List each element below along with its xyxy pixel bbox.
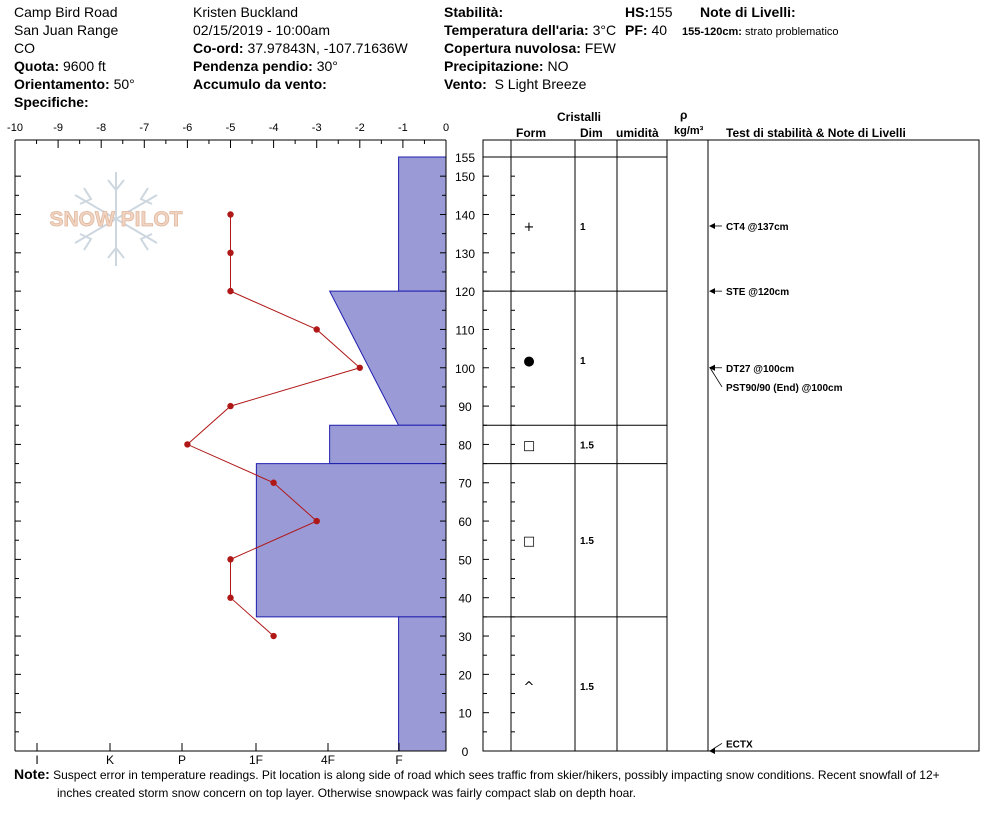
temperature-point (227, 556, 233, 562)
location: Camp Bird Road (14, 4, 118, 20)
wind-value: S Light Breeze (494, 76, 587, 92)
depth-tick-label: 80 (458, 438, 472, 453)
note-line-1: Suspect error in temperature readings. Pit location is along side of road which sees traffic from skier/hikers, possibly impacting snow conditions. Recent snowfall of 12+ (53, 768, 940, 782)
layer-note-text: strato problematico (745, 26, 839, 38)
temperature-point (270, 633, 276, 639)
note-line-2: inches created storm snow concern on top layer. Otherwise snowpack was fairly compact slab on depth hoar. (57, 786, 636, 800)
observer: Kristen Buckland (193, 4, 299, 20)
hardness-layer (330, 291, 446, 425)
crystal-form-symbol: + (523, 219, 535, 235)
depth-tick-label: 0 (461, 745, 469, 759)
hardness-tick-label: 1F (248, 753, 264, 767)
temperature-tick-label: -10 (7, 122, 23, 134)
wind-loading-label: Accumulo da vento: (193, 76, 327, 92)
temperature-point (314, 326, 320, 332)
datetime: 02/15/2019 - 10:00am (193, 22, 330, 38)
crystals-header: Cristalli (557, 110, 602, 124)
hardness-layer (330, 425, 446, 463)
depth-tick-label: 70 (458, 476, 472, 491)
layer-notes-label: Note di Livelli: (700, 4, 796, 20)
coord-label: Co-ord: (193, 40, 244, 56)
crystal-size: 1.5 (580, 440, 594, 452)
stability-test-label: STE @120cm (726, 287, 790, 299)
test-arrow-icon (709, 365, 715, 371)
note-label: Note: (14, 766, 50, 782)
state: CO (14, 40, 35, 56)
depth-tick-label: 110 (455, 323, 475, 338)
crystal-form-symbol: □ (522, 438, 536, 454)
pf-value: 40 (651, 22, 668, 38)
hardness-tick-label: 4F (320, 753, 336, 767)
depth-tick-label: 50 (458, 553, 472, 568)
temperature-tick-label: -6 (182, 122, 193, 134)
temperature-point (227, 595, 233, 601)
temperature-tick-label: -1 (398, 122, 408, 134)
wind-label: Vento: (444, 76, 487, 92)
depth-tick-label: 140 (454, 208, 476, 223)
test-pointer (710, 368, 722, 387)
coord-value: 37.97843N, -107.71636W (247, 40, 408, 56)
depth-tick-label: 150 (454, 170, 476, 185)
cloud-label: Copertura nuvolosa: (444, 40, 581, 56)
specifics-label: Specifiche: (14, 94, 89, 110)
precip-label: Precipitazione: (444, 58, 544, 74)
crystal-size: 1 (580, 221, 586, 233)
temperature-tick-label: -5 (225, 122, 236, 134)
temperature-point (227, 211, 233, 217)
depth-tick-label: 20 (458, 668, 472, 683)
air-temp-value: 3°C (592, 22, 617, 38)
temperature-tick-label: -7 (139, 122, 150, 134)
note (14, 766, 940, 782)
crystal-size: 1.5 (580, 536, 594, 548)
hs-value: 155 (649, 4, 673, 20)
hardness-tick-label: K (105, 753, 115, 767)
temperature-tick-label: -8 (96, 122, 107, 134)
tests-notes-header: Test di stabilità & Note di Livelli (726, 126, 906, 140)
pf-label: PF: (625, 22, 648, 38)
temperature-tick-label: 0 (442, 122, 450, 134)
mountain-range: San Juan Range (14, 22, 119, 38)
elevation-value: 9600 ft (63, 58, 106, 74)
crystal-form-symbol: □ (522, 534, 536, 550)
density-unit: kg/m³ (674, 125, 704, 137)
temperature-point (227, 403, 233, 409)
depth-tick-label: 100 (454, 361, 476, 376)
hardness-tick-label: P (177, 753, 187, 767)
elevation-label: Quota: (14, 58, 60, 74)
hardness-tick-label: F (395, 753, 403, 767)
depth-tick-label: 40 (458, 591, 472, 606)
depth-tick-label: 130 (454, 246, 476, 261)
temperature-tick-label: -9 (53, 122, 63, 134)
stability-label: Stabilità: (444, 4, 504, 20)
stability-test-label: PST90/90 (End) @100cm (726, 382, 843, 394)
temperature-tick-label: -2 (354, 122, 365, 134)
cloud-value: FEW (584, 40, 616, 56)
crystal-form-symbol: ^ (523, 679, 535, 695)
dim-header: Dim (580, 126, 603, 140)
snow-pilot-logo (50, 172, 183, 266)
hardness-tick-label: I (35, 753, 39, 767)
test-arrow-icon (709, 223, 715, 229)
test-arrow-icon (709, 288, 715, 294)
aspect-label: Orientamento: (14, 76, 110, 92)
form-header: Form (516, 126, 546, 140)
depth-tick-label: 120 (454, 285, 476, 300)
temperature-point (270, 480, 276, 486)
slope-label: Pendenza pendio: (193, 58, 313, 74)
stability-test-label: DT27 @100cm (726, 363, 795, 375)
precip-value: NO (547, 58, 569, 74)
temperature-point (227, 288, 233, 294)
layer-note-range: 155-120cm: (682, 26, 742, 38)
crystal-form-symbol: ● (523, 354, 535, 370)
stability-test-label: ECTX (726, 739, 753, 751)
test-arrow-icon (709, 748, 715, 754)
temperature-point (184, 441, 190, 447)
density-symbol: ρ (680, 108, 688, 122)
crystal-size: 1 (580, 356, 586, 368)
hardness-layer (256, 464, 446, 617)
hardness-layer (399, 617, 446, 751)
stability-test-label: CT4 @137cm (726, 221, 789, 233)
aspect-value: 50° (113, 76, 135, 92)
temperature-point (227, 250, 233, 256)
depth-tick-label: 155 (454, 151, 476, 165)
temperature-tick-label: -3 (311, 122, 322, 134)
temperature-point (314, 518, 320, 524)
depth-tick-label: 90 (458, 400, 472, 415)
temperature-tick-label: -4 (268, 122, 279, 134)
crystal-size: 1.5 (580, 681, 594, 693)
air-temp-label: Temperatura dell'aria: (444, 22, 589, 38)
humidity-header: umidità (616, 126, 659, 140)
depth-tick-label: 10 (458, 706, 472, 721)
logo-text: SNOW PILOT (49, 208, 183, 231)
depth-tick-label: 60 (458, 515, 472, 530)
depth-tick-label: 30 (458, 630, 472, 645)
temperature-point (357, 365, 363, 371)
hs-label: HS: (625, 4, 650, 20)
slope-value: 30° (316, 58, 338, 74)
hardness-layer (399, 157, 446, 291)
